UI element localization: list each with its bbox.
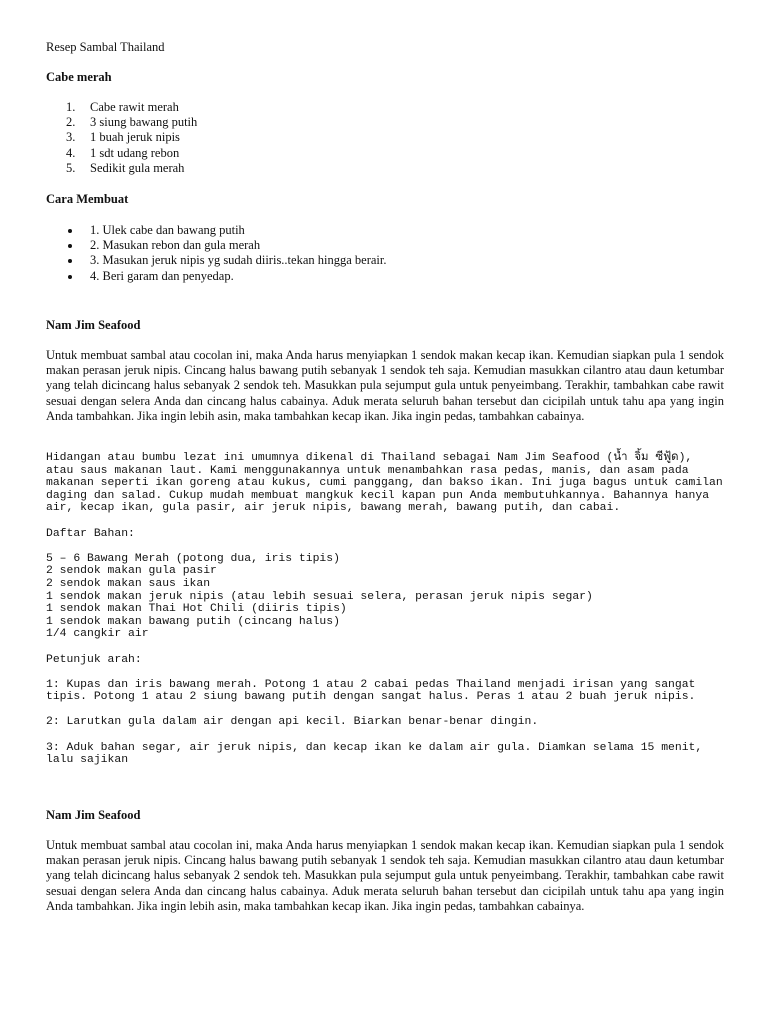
list-item: 4. Beri garam dan penyedap. (46, 269, 724, 284)
list-item (46, 130, 724, 145)
ingredients-label: Daftar Bahan: (46, 527, 135, 540)
nam-jim-paragraph-wrap-2 (46, 838, 724, 914)
ingredients-section (46, 70, 724, 85)
ingredient-line: 1 sendok makan bawang putih (cincang halus) (46, 615, 340, 628)
list-number: 2. (66, 115, 76, 130)
method-section (46, 192, 724, 207)
list-item (46, 115, 724, 130)
title-text: Resep Sambal Thailand (46, 40, 165, 54)
list-item (46, 100, 724, 115)
list-text: 1 sdt udang rebon (90, 145, 180, 160)
ingredients-list-wrap (46, 100, 724, 176)
cabe-merah-heading: Cabe merah (46, 70, 112, 84)
nam-jim-heading: Nam Jim Seafood (46, 318, 141, 332)
ingredient-line: 5 – 6 Bawang Merah (potong dua, iris tipis) (46, 552, 340, 565)
step-line: 2: Larutkan gula dalam air dengan api kecil. Biarkan benar-benar dingin. (46, 716, 539, 729)
step-line: 3: Aduk bahan segar, air jeruk nipis, dan kecap ikan ke dalam air gula. Diamkan selama 15 menit, lalu sajikan (46, 741, 703, 767)
list-number: 3. (66, 130, 76, 145)
list-item: 3. Masukan jeruk nipis yg sudah diiris..tekan hingga berair. (46, 253, 724, 268)
document-title (46, 40, 724, 55)
mono-intro: Hidangan atau bumbu lezat ini umumnya dikenal di Thailand sebagai Nam Jim Seafood (น้ำ จิ้ม ซีฟู้ด), atau saus makanan laut. Kami menggunakannya untuk menambahkan rasa pedas, manis, dan asam pada makanan seperti ikan goreng atau kukus, cumi panggang, dan bakso ikan. Ini juga bagus untuk camilan daging dan salad. Cukup mudah membuat mangkuk kecil kapan pun Anda membutuhkannya. Bahannya hanya air, kecap ikan, gula pasir, air jeruk nipis, bawang merah, bawang putih, dan cabai. (46, 452, 723, 515)
ingredient-line: 2 sendok makan saus ikan (46, 577, 211, 590)
list-item (46, 161, 724, 176)
cara-membuat-heading: Cara Membuat (46, 192, 129, 206)
nam-jim-section-2 (46, 808, 724, 823)
mono-recipe-block (46, 452, 724, 767)
list-text: Sedikit gula merah (90, 160, 185, 175)
nam-jim-paragraph-wrap (46, 348, 724, 424)
list-number: 5. (66, 160, 76, 175)
list-text: 1 buah jeruk nipis (90, 130, 180, 145)
list-number: 1. (66, 100, 76, 114)
list-text: Cabe rawit merah (90, 100, 179, 114)
list-item: 2. Masukan rebon dan gula merah (46, 238, 724, 253)
nam-jim-paragraph: Untuk membuat sambal atau cocolan ini, maka Anda harus menyiapkan 1 sendok makan kecap ikan. Kemudian siapkan pula 1 sendok makan perasan jeruk nipis. Cincang halus bawang putih sebanyak 1 sendok teh saja. Kemudian masukkan cilantro atau daun ketumbar yang telah dicincang halus sebanyak 2 sendok teh. Masukkan pula sejumput gula untuk penyeimbang. Terakhir, tambahkan cabe rawit sesuai dengan selera Anda dan cincang halus cabainya. Aduk merata seluruh bahan tersebut dan cicipilah untuk tahu apa yang ingin Anda tambahkan. Jika ingin lebih asin, maka tambahkan kecap ikan. Jika ingin pedas, tambahkan cabainya. (46, 838, 724, 913)
ingredient-line: 1 sendok makan Thai Hot Chili (diiris tipis) (46, 603, 347, 616)
ingredient-line: 1/4 cangkir air (46, 628, 149, 641)
list-text: 3 siung bawang putih (90, 115, 198, 130)
nam-jim-section-1 (46, 318, 724, 333)
method-list (46, 223, 724, 284)
method-list-wrap (46, 223, 724, 284)
ingredient-line: 1 sendok makan jeruk nipis (atau lebih sesuai selera, perasan jeruk nipis segar) (46, 590, 593, 603)
list-item (46, 146, 724, 161)
ingredient-line: 2 sendok makan gula pasir (46, 565, 217, 578)
ingredients-list (46, 100, 724, 176)
steps-label: Petunjuk arah: (46, 653, 142, 666)
nam-jim-paragraph: Untuk membuat sambal atau cocolan ini, maka Anda harus menyiapkan 1 sendok makan kecap ikan. Kemudian siapkan pula 1 sendok makan perasan jeruk nipis. Cincang halus bawang putih sebanyak 1 sendok teh saja. Kemudian masukkan cilantro atau daun ketumbar yang telah dicincang halus sebanyak 2 sendok teh. Masukkan pula sejumput gula untuk penyeimbang. Terakhir, tambahkan cabe rawit sesuai dengan selera Anda dan cincang halus cabainya. Aduk merata seluruh bahan tersebut dan cicipilah untuk tahu apa yang ingin Anda tambahkan. Jika ingin lebih asin, maka tambahkan kecap ikan. Jika ingin pedas, tambahkan cabainya. (46, 348, 724, 423)
nam-jim-heading: Nam Jim Seafood (46, 808, 141, 822)
list-item: 1. Ulek cabe dan bawang putih (46, 223, 724, 238)
step-line: 1: Kupas dan iris bawang merah. Potong 1 atau 2 cabai pedas Thailand menjadi irisan yang sangat tipis. Potong 1 atau 2 siung bawang putih dengan sangat halus. Peras 1 atau 2 buah jeruk nipis. (46, 678, 696, 704)
list-number: 4. (66, 145, 76, 160)
